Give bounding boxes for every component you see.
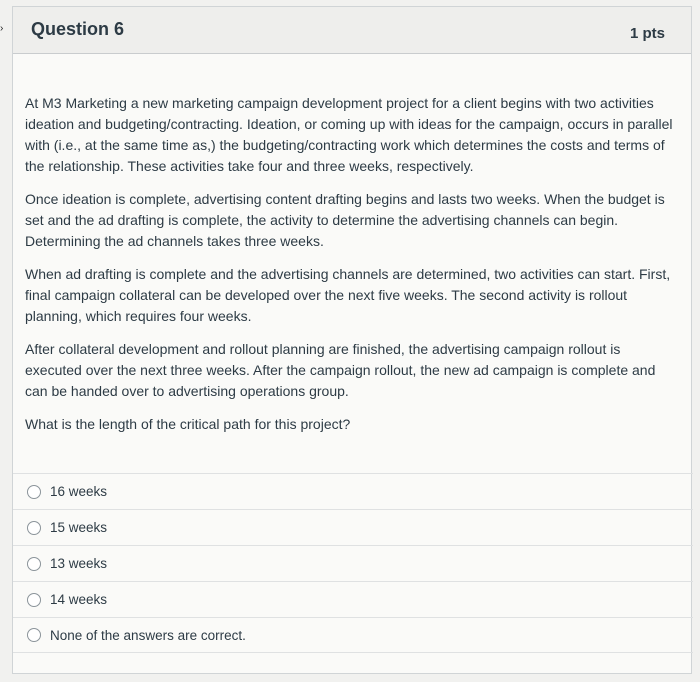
question-paragraph: Once ideation is complete, advertising content drafting begins and lasts two weeks. When the budget is set and the ad drafting is complete, the activity to determine the advertising channels can begin. Determining the ad channels takes three weeks.: [25, 191, 665, 249]
radio-button-icon[interactable]: [27, 557, 41, 571]
answer-label: 14 weeks: [50, 592, 108, 607]
question-paragraph: At M3 Marketing a new marketing campaign development project for a client begins with two activities ideation and budgeting/contracting. Ideation, or coming up with ideas for the campaign, occurs in parallel with (i.e., at the same time as,) the budgeting/contracting work which determines the costs and terms of the relationship. These activities take four and three weeks, respectively.: [25, 95, 673, 174]
question-prompt: What is the length of the critical path for this project?: [25, 416, 351, 432]
question-points: 1 pts: [629, 25, 665, 42]
answer-option-5[interactable]: [13, 617, 693, 653]
radio-button-icon[interactable]: [27, 628, 41, 642]
answer-option-2[interactable]: [13, 509, 693, 545]
answer-option-4[interactable]: [13, 581, 693, 617]
answer-label: 13 weeks: [50, 556, 108, 571]
radio-button-icon[interactable]: [27, 521, 41, 535]
question-text: [25, 93, 673, 447]
answer-label: None of the answers are correct.: [50, 627, 246, 643]
answer-option-1[interactable]: [13, 473, 693, 509]
answer-label: 16 weeks: [50, 484, 108, 499]
radio-button-icon[interactable]: [27, 485, 41, 499]
question-paragraph: After collateral development and rollout planning are finished, the advertising campaign rollout is executed over the next three weeks. After the campaign rollout, the new ad campaign is complete and can be handed over to advertising operations group.: [25, 341, 656, 399]
answer-list: [13, 473, 693, 653]
question-card: [12, 6, 692, 674]
answer-option-3[interactable]: [13, 545, 693, 581]
question-header: [13, 7, 691, 54]
radio-button-icon[interactable]: [27, 593, 41, 607]
answer-label: 15 weeks: [50, 520, 108, 535]
chevron-right-icon: ›: [0, 23, 4, 34]
question-title: Question 6: [31, 19, 125, 39]
question-paragraph: When ad drafting is complete and the advertising channels are determined, two activities can start. First, final campaign collateral can be developed over the next five weeks. The second activity is rollout planning, which requires four weeks.: [25, 266, 671, 324]
